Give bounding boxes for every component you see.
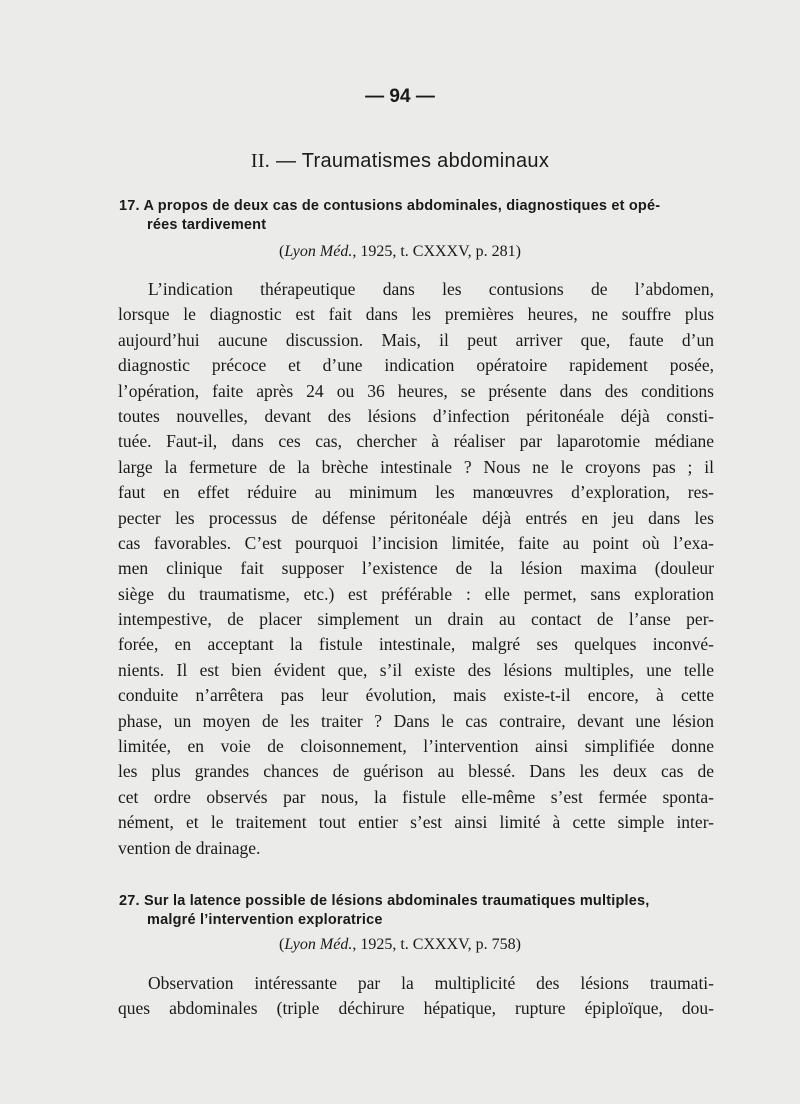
entry-17-title [119,197,729,235]
text-line: L’indication thérapeutique dans les contusions de l’abdomen, [148,279,714,299]
text-line: toutes nouvelles, devant des lésions d’infection péritonéale déjà consti- [118,405,714,426]
text-line: cas favorables. C’est pourquoi l’incision limitée, faite au point où l’exa- [118,532,714,553]
text-line: men clinique fait supposer l’existence de la lésion maxima (douleur [118,558,714,579]
section-title-text: — Traumatismes abdominaux [275,150,550,172]
text-line: lorsque le diagnostic est fait dans les premières heures, ne souffre plus [118,304,714,325]
ref-open: ( [279,243,285,260]
text-line: ques abdominales (triple déchirure hépatique, rupture épiploïque, dou- [118,998,714,1019]
text-line: l’opération, faite après 24 ou 36 heures, se présente dans des conditions [118,380,714,401]
ref-journal: Lyon Méd. [284,936,353,953]
text-line: les plus grandes chances de guérison au blessé. Dans les deux cas de [118,761,714,782]
entry-title-line: 17. A propos de deux cas de contusions abdominales, diagnostiques et opé- [119,198,661,214]
text-line: forée, en acceptant la fistule intestinale, malgré ses quelques inconvé- [118,634,714,655]
text-line: tuée. Faut-il, dans ces cas, chercher à réaliser par laparotomie médiane [118,431,714,452]
text-line: large la fermeture de la brèche intestinale ? Nous ne le croyons pas ; il [118,456,714,477]
ref-details: , 1925, t. CXXXV, p. 758) [352,936,521,953]
text-line: siège du traumatisme, etc.) est préférable : elle permet, sans exploration [118,583,714,604]
entry-27-abstract [118,971,714,1022]
ref-details: , 1925, t. CXXXV, p. 281) [352,243,521,260]
page-number: — 94 — [365,86,435,107]
text-line: nément, et le traitement tout entier s’est ainsi limité à cette simple inter- [118,812,714,833]
entry-title-line: malgré l’intervention exploratrice [147,912,383,928]
ref-journal: Lyon Méd. [284,243,353,260]
text-line: cet ordre observés par nous, la fistule elle-même s’est fermée sponta- [118,786,714,807]
entry-27-title [119,892,729,930]
text-line: limitée, en voie de cloisonnement, l’intervention ainsi simplifiée donne [118,736,714,757]
text-line: conduite n’arrêtera pas leur évolution, mais existe-t-il encore, à cette [118,685,714,706]
section-number: II. [250,150,271,172]
entry-17-abstract [118,277,714,861]
text-line: faut en effet réduire au minimum les manœuvres d’exploration, res- [118,482,714,503]
text-line: Observation intéressante par la multiplicité des lésions traumati- [148,973,714,993]
text-line: nients. Il est bien évident que, s’il existe des lésions multiples, une telle [118,659,714,680]
entry-title-line: 27. Sur la latence possible de lésions abdominales traumatiques multiples, [119,893,650,909]
text-line: phase, un moyen de les traiter ? Dans le cas contraire, devant une lésion [118,710,714,731]
section-title [0,150,800,173]
text-line: diagnostic précoce et d’une indication opératoire rapidement posée, [118,355,714,376]
ref-open: ( [279,936,285,953]
text-line: aujourd’hui aucune discussion. Mais, il peut arriver que, faute d’un [118,329,714,350]
text-line: pecter les processus de défense péritonéale déjà entrés en jeu dans les [118,507,714,528]
text-line: intempestive, de placer simplement un drain au contact de l’anse per- [118,609,714,630]
entry-27-reference [0,936,800,954]
entry-17-reference [0,243,800,261]
entry-title-line: rées tardivement [147,217,267,233]
text-line: vention de drainage. [118,837,261,858]
